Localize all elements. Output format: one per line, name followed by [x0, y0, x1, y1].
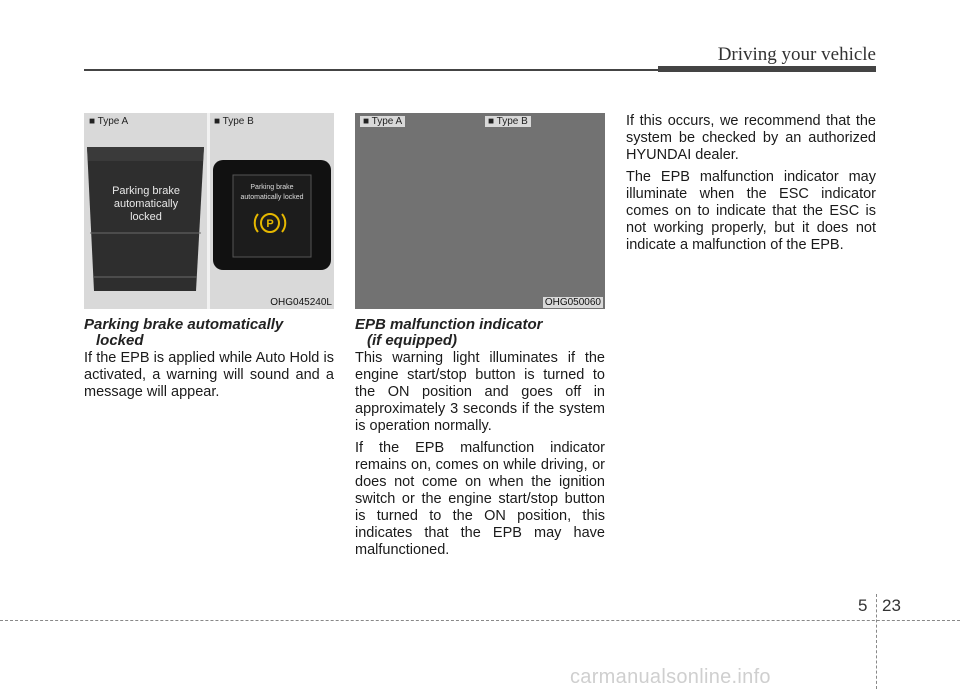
type-b-label: ■ Type B: [214, 116, 254, 127]
figure-code: OHG045240L: [270, 297, 332, 308]
chapter-number: 5: [858, 596, 868, 615]
page-number: 23: [882, 596, 901, 615]
figure-epb-malfunction-indicator: [355, 113, 605, 309]
display-b-line2: automatically locked: [240, 194, 304, 201]
paragraph-followup-1: If this occurs, we recommend that the system be checked by an authorized HYUNDAI dealer.: [626, 113, 876, 163]
section-title: Driving your vehicle: [717, 44, 876, 65]
figure-code: OHG050060: [544, 297, 601, 308]
footer-divider: [876, 594, 877, 689]
header-rule-thick: [658, 66, 876, 72]
heading-parking-brake-locked: Parking brake automatically locked: [84, 316, 284, 349]
type-a-label: ■ Type A: [89, 116, 129, 127]
display-a-line3: locked: [130, 211, 162, 223]
footer-rule: [0, 620, 960, 621]
header-rule-thin: [84, 69, 658, 71]
svg-text:P: P: [266, 218, 274, 230]
watermark: carmanualsonline.info: [570, 666, 771, 688]
figure-parking-brake-message: [84, 113, 334, 309]
type-b-label: ■ Type B: [485, 116, 531, 127]
paragraph-followup-2: The EPB malfunction indicator may illuminate when the ESC indicator comes on to indicate that the ESC is not working properly, but it does not indicate a malfunction of the EPB.: [626, 169, 876, 253]
display-a-line1: Parking brake: [112, 185, 180, 197]
paragraph-epb-2: If the EPB malfunction indicator remains on, comes on while driving, or does not come on when the ignition switch or the engine start/stop button is turned to the ON position, this indicates that the EPB may have malfunctioned.: [355, 440, 605, 558]
display-a-line2: automatically: [113, 198, 179, 210]
paragraph-epb-1: This warning light illuminates if the engine start/stop button is turned to the ON position and goes off in approximately 3 seconds if the system is operation normally.: [355, 350, 605, 434]
heading-epb-malfunction: EPB malfunction indicator (if equipped): [355, 316, 543, 349]
paragraph-epb-malfunction: [355, 350, 605, 564]
cluster-display-type-b: [211, 113, 333, 309]
cluster-display-type-a: [84, 113, 208, 309]
display-b-line1: Parking brake: [250, 184, 294, 191]
paragraph-parking-brake-locked: If the EPB is applied while Auto Hold is activated, a warning will sound and a message will appear.: [84, 350, 334, 400]
paragraph-epb-followup: [626, 113, 876, 259]
type-a-label: ■ Type A: [360, 116, 405, 127]
